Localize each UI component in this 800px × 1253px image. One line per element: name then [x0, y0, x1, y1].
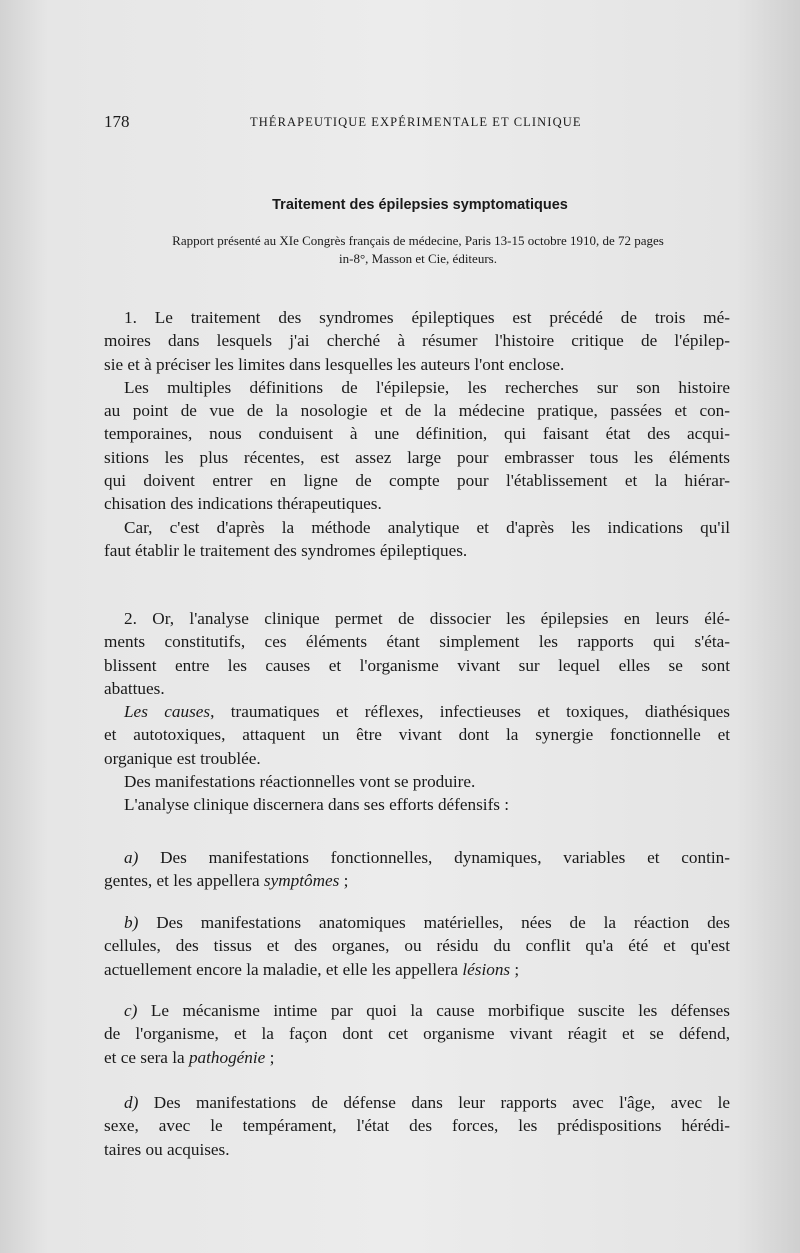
text-line: Car, c'est d'après la méthode analytique et d'après les indications qu'il [124, 517, 730, 537]
citation-line: Rapport présenté au XIe Congrès français de médecine, Paris 13-15 octobre 1910, de 72 pages [172, 233, 664, 248]
running-title: THÉRAPEUTIQUE EXPÉRIMENTALE ET CLINIQUE [250, 115, 582, 129]
text-span: gentes, et les appellera [104, 871, 260, 891]
text-line: moires dans lesquels j'ai cherché à résumer l'histoire critique de l'épilep- [104, 331, 730, 351]
section-1 [104, 306, 730, 562]
item-marker: d) [124, 1093, 139, 1112]
text-line: temporaines, nous conduisent à une définition, qui faisant état des acqui- [104, 424, 730, 444]
text-line [104, 846, 730, 869]
text-line: faut établir le traitement des syndromes épileptiques. [104, 540, 468, 560]
emphasis-causes: Les causes [124, 702, 211, 722]
item-d [104, 1091, 730, 1161]
citation [104, 232, 732, 268]
term-lesions: lésions [462, 959, 511, 979]
text-line: qui doivent entrer en ligne de compte pour l'établissement et la hiérar- [104, 471, 730, 491]
text-line: et autotoxiques, attaquent un être vivant dont la synergie fonctionnelle et [104, 725, 730, 745]
page-number: 178 [104, 112, 130, 131]
text-span: actuellement encore la maladie, et elle les appellera [104, 959, 459, 979]
text-line [104, 700, 730, 723]
text-span: et ce sera la [104, 1047, 185, 1067]
item-marker: a) [124, 848, 139, 867]
text-span: Des manifestations fonctionnelles, dynamiques, variables et contin- [160, 848, 730, 867]
text-line: sexe, avec le tempérament, l'état des forces, les prédispositions hérédi- [104, 1116, 730, 1136]
running-head [104, 112, 728, 138]
text-line: ments constitutifs, ces éléments étant simplement les rapports qui s'éta- [104, 632, 730, 652]
text-line: chisation des indications thérapeutiques. [104, 494, 382, 514]
text-line [104, 1046, 730, 1069]
text-line: 1. Le traitement des syndromes épileptiques est précédé de trois mé- [124, 308, 730, 327]
text-span: ; [339, 871, 349, 891]
text-line: cellules, des tissus et des organes, ou résidu du conflit qu'a été et qu'est [104, 936, 730, 956]
item-marker: b) [124, 913, 139, 932]
text-line [104, 958, 730, 981]
item-a [104, 846, 730, 893]
text-line: au point de vue de la nosologie et de la médecine pratique, passées et con- [104, 401, 730, 421]
text-line [104, 999, 730, 1022]
term-pathogenie: pathogénie [188, 1047, 266, 1067]
item-b [104, 911, 730, 981]
text-span: Des manifestations anatomiques matérielles, nées de la réaction des [156, 913, 730, 932]
text-span: ; [265, 1047, 275, 1067]
text-span: Le mécanisme intime par quoi la cause morbifique suscite les défenses [150, 1001, 730, 1020]
text-line: Les multiples définitions de l'épilepsie, les recherches sur son histoire [124, 377, 730, 397]
text-line: abattues. [104, 678, 165, 698]
item-marker: c) [124, 1001, 138, 1020]
item-c [104, 999, 730, 1069]
text-line: sitions les plus récentes, est assez large pour embrasser tous les éléments [104, 447, 730, 467]
text-line: blissent entre les causes et l'organisme vivant sur lequel elles se sont [104, 655, 730, 675]
citation-line: in-8°, Masson et Cie, éditeurs. [339, 251, 497, 266]
article-title: Traitement des épilepsies symptomatiques [272, 197, 568, 213]
text-span: ; [510, 959, 520, 979]
text-span: Des manifestations de défense dans leur rapports avec l'âge, avec le [153, 1093, 731, 1112]
text-line [104, 1091, 730, 1114]
term-symptomes: symptômes [263, 871, 340, 891]
text-line [104, 911, 730, 934]
text-line [104, 869, 730, 892]
text-line: de l'organisme, et la façon dont cet organisme vivant réagit et se défend, [104, 1024, 730, 1044]
text-line: sie et à préciser les limites dans lesquelles les auteurs l'ont enclose. [104, 354, 565, 374]
text-line: Des manifestations réactionnelles vont se produire. [124, 772, 476, 792]
text-line: organique est troublée. [104, 748, 261, 768]
text-line: 2. Or, l'analyse clinique permet de dissocier les épilepsies en leurs élé- [124, 609, 730, 628]
section-2 [104, 607, 730, 817]
text-line: taires ou acquises. [104, 1139, 230, 1159]
text-line: L'analyse clinique discernera dans ses efforts défensifs : [124, 795, 510, 815]
text-span: , traumatiques et réflexes, infectieuses et toxiques, diathésiques [210, 702, 730, 722]
